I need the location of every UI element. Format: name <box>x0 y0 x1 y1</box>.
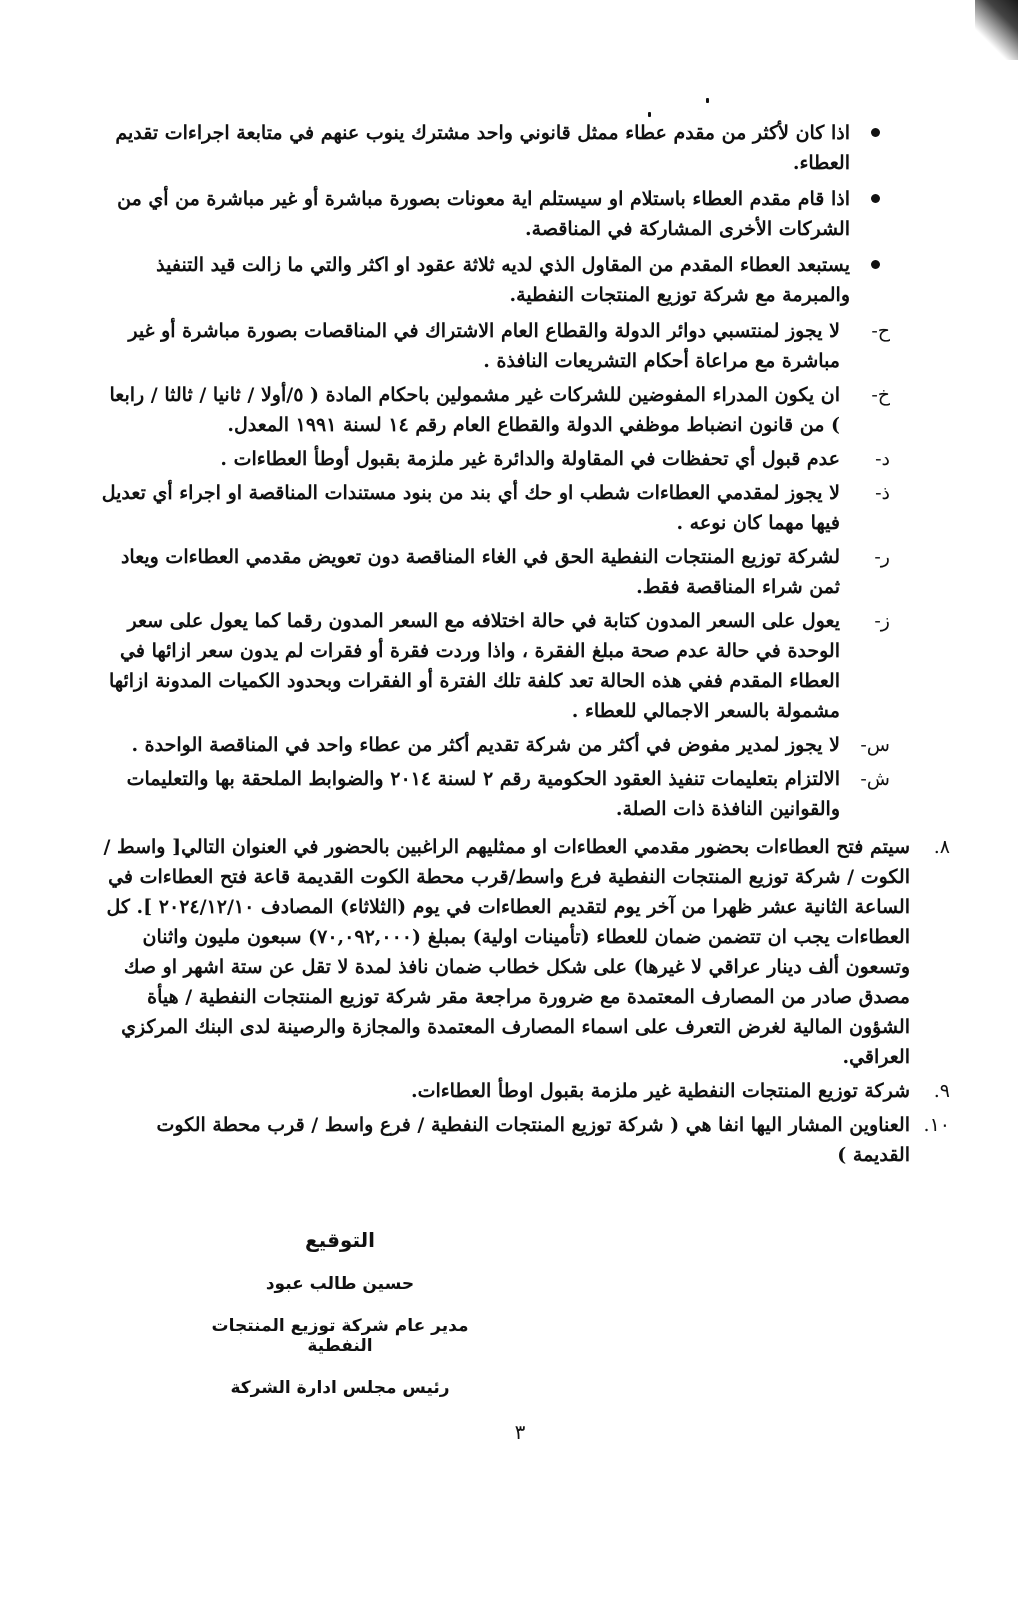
clause-marker: س- <box>860 734 890 756</box>
numbered-clause <box>100 1076 950 1106</box>
lettered-clause <box>100 444 890 474</box>
lettered-clause <box>100 478 890 538</box>
clause-marker: ز- <box>874 610 890 632</box>
signatory-board-title: رئيس مجلس ادارة الشركة <box>230 1378 450 1398</box>
bullet-icon <box>871 128 880 137</box>
scan-speck <box>706 98 709 103</box>
bullet-item <box>100 184 890 244</box>
clause-number: ٩. <box>933 1080 950 1102</box>
bullet-text: يستبعد العطاء المقدم من المقاول الذي لديه ثلاثة عقود او اكثر والتي ما زالت قيد التنفيذ والمبرمة مع شركة توزيع المنتجات النفطية. <box>156 254 850 306</box>
clause-text: عدم قبول أي تحفظات في المقاولة والدائرة غير ملزمة بقبول أوطأ العطاءات . <box>220 448 840 470</box>
bullet-item <box>100 118 890 178</box>
scan-corner-shadow <box>975 0 1018 60</box>
clause-number: ١٠. <box>923 1114 950 1136</box>
page-number: ٣ <box>514 1420 526 1444</box>
lettered-clause <box>100 542 890 602</box>
signature-title: التوقيع <box>305 1228 375 1252</box>
clause-text: ان يكون المدراء المفوضين للشركات غير مشمولين باحكام المادة ( ٥/أولا / ثانيا / ثالثا / رابعا ) من قانون انضباط موظفي الدولة والقطاع العام رقم ١٤ لسنة ١٩٩١ المعدل. <box>109 384 840 436</box>
clause-text: يعول على السعر المدون كتابة في حالة اختلافه مع السعر المدون رقما كما يعول على سعر الوحدة في حالة عدم صحة مبلغ الفقرة ، واذا وردت فقرة أو فقرات لم يدون سعر ازائها في العطاء المقدم ففي هذه الحالة تعد كلفة تلك الفترة أو الفقرات وبحدود الكميات المدونة ازائها مشمولة بالسعر الاجمالي للعطاء . <box>108 610 840 722</box>
clause-text: لشركة توزيع المنتجات النفطية الحق في الغاء المناقصة دون تعويض مقدمي العطاءات ويعاد ثمن شراء المناقصة فقط. <box>120 546 840 598</box>
clause-text: لا يجوز لمنتسبي دوائر الدولة والقطاع العام الاشتراك في المناقصات بصورة مباشرة أو غير مباشرة مع مراعاة أحكام التشريعات النافذة . <box>128 320 840 372</box>
bullet-text: اذا قام مقدم العطاء باستلام او سيستلم اية معونات بصورة مباشرة أو غير مباشرة من أي من الشركات الأخرى المشاركة في المناقصة. <box>117 188 850 240</box>
clause-marker: ر- <box>874 546 890 568</box>
signatory-name: حسين طالب عبود <box>265 1274 415 1294</box>
lettered-clause <box>100 764 890 824</box>
clause-text: سيتم فتح العطاءات بحضور مقدمي العطاءات او ممثليهم الراغبين بالحضور في العنوان التالي[ واسط / الكوت / شركة توزيع المنتجات النفطية فرع واسط/قرب محطة الكوت القديمة قاعة فتح العطاءات في الساعة الثانية عشر ظهرا من آخر يوم لتقديم العطاءات في يوم (الثلاثاء) المصادف ٢٠٢٤/١٢/١٠ ]. كل العطاءات يجب ان تتضمن ضمان للعطاء (تأمينات اولية) بمبلغ (٧٠,٠٩٢,٠٠٠) سبعون مليون واثنان وتسعون ألف دينار عراقي لا غيرها) على شكل خطاب ضمان نافذ لمدة لا تقل عن ستة اشهر او صك مصدق صادر من المصارف المعتمدة مع ضرورة مراجعة مقر شركة توزيع المنتجات النفطية / هيأة الشؤون المالية لغرض التعرف على اسماء المصارف المعتمدة والمجازة والرصينة لدى البنك المركزي العراقي. <box>103 836 910 1068</box>
signature-block <box>180 1228 500 1420</box>
clause-text: لا يجوز لمدير مفوض في أكثر من شركة تقديم أكثر من عطاء واحد في المناقصة الواحدة . <box>131 734 840 756</box>
clause-text: شركة توزيع المنتجات النفطية غير ملزمة بقبول اوطأ العطاءات. <box>410 1080 910 1102</box>
bullet-item <box>100 250 890 310</box>
clause-number: ٨. <box>933 836 950 858</box>
bullet-icon <box>871 260 880 269</box>
numbered-clause <box>100 832 950 1072</box>
clause-marker: خ- <box>871 384 890 406</box>
scan-speck <box>648 112 651 117</box>
bullet-icon <box>871 194 880 203</box>
lettered-clause <box>100 730 890 760</box>
clause-marker: ش- <box>860 768 890 790</box>
clause-marker: د- <box>875 448 890 470</box>
document-body <box>100 118 950 1174</box>
clause-text: العناوين المشار اليها انفا هي ( شركة توزيع المنتجات النفطية / فرع واسط / قرب محطة الكوت القديمة ) <box>156 1114 910 1166</box>
bullet-text: اذا كان لأكثر من مقدم عطاء ممثل قانوني واحد مشترك ينوب عنهم في متابعة اجراءات تقديم العطاء. <box>115 122 850 174</box>
lettered-clause <box>100 380 890 440</box>
clause-marker: ح- <box>871 320 890 342</box>
numbered-clause <box>100 1110 950 1170</box>
lettered-clause <box>100 606 890 726</box>
signatory-position: مدير عام شركة توزيع المنتجات النفطية <box>211 1316 469 1356</box>
lettered-clause <box>100 316 890 376</box>
clause-text: الالتزام بتعليمات تنفيذ العقود الحكومية رقم ٢ لسنة ٢٠١٤ والضوابط الملحقة بها والتعليمات والقوانين النافذة ذات الصلة. <box>126 768 840 820</box>
clause-marker: ذ- <box>875 482 890 504</box>
clause-text: لا يجوز لمقدمي العطاءات شطب او حك أي بند من بنود مستندات المناقصة او اجراء أي تعديل فيها مهما كان نوعه . <box>101 482 840 534</box>
